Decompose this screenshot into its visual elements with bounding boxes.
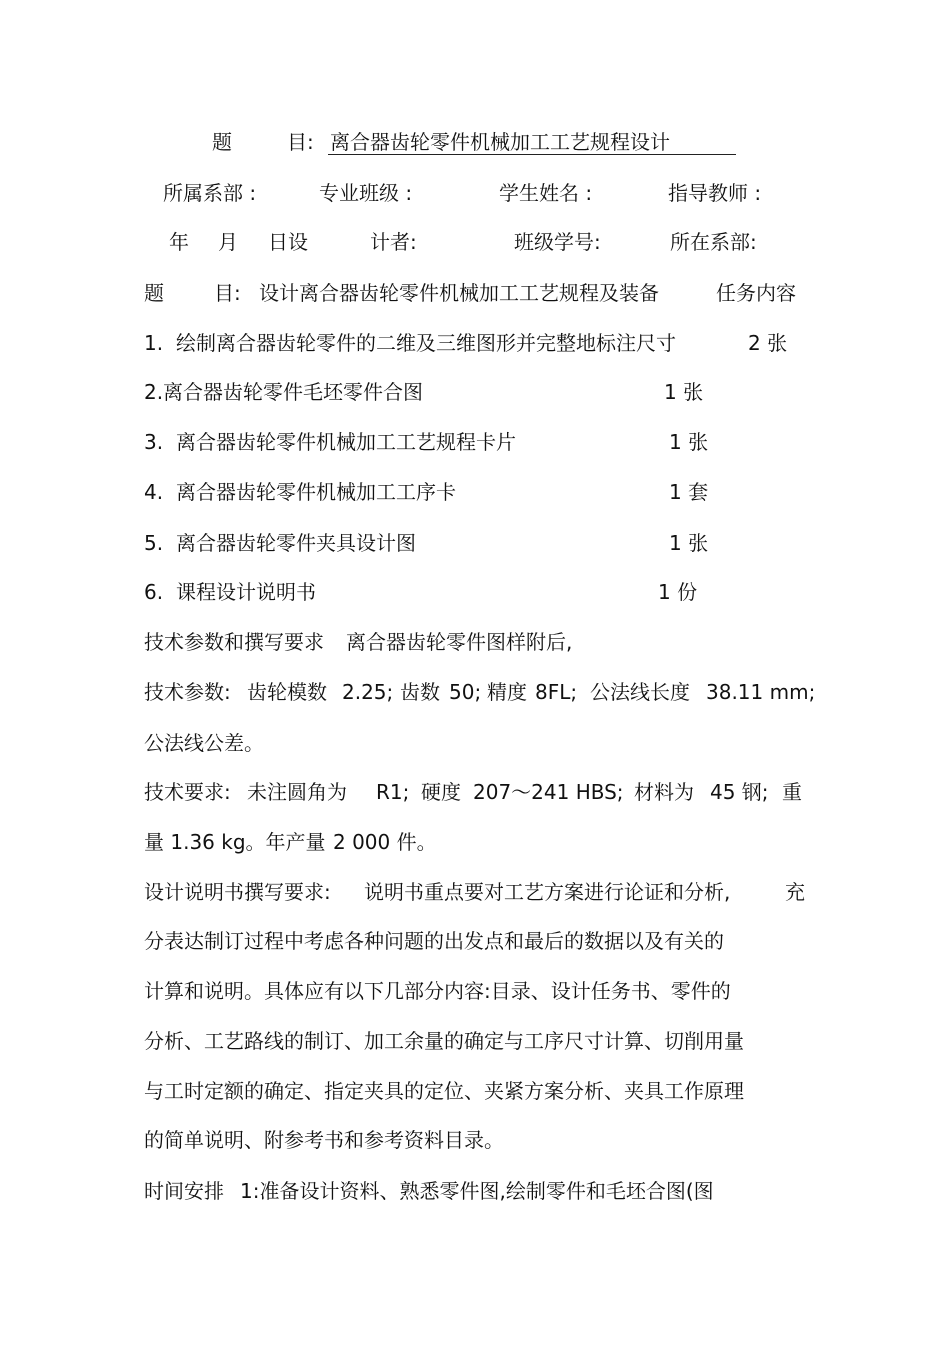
list-item (0, 331, 950, 357)
desc-text: 的简单说明、附参考书和参考资料目录。 (144, 1128, 504, 1152)
dept2-label: 所在系部: (670, 230, 757, 254)
tech-heading-b: 离合器齿轮零件图样附后, (346, 630, 573, 654)
list-item (0, 580, 950, 606)
item-text: 离合器齿轮零件机械加工工序卡 (176, 480, 456, 504)
req-line2-b: 2 000 件。 (333, 830, 437, 854)
params-teeth-val: 50; (449, 680, 482, 704)
req-mat: 材料为 (634, 780, 694, 804)
desc-a: 说明书重点要对工艺方案进行论证和分析, (364, 880, 731, 904)
class-label: 专业班级 : (319, 181, 413, 205)
month-label: 月 (218, 230, 238, 254)
year-label: 年 (169, 230, 189, 254)
params-line-2 (0, 731, 950, 757)
title-label-2: 目: (287, 130, 314, 154)
dept-label: 所属系部 : (163, 181, 257, 205)
schedule-line (0, 1179, 950, 1205)
req-weight: 重 (782, 780, 802, 804)
req-hard-val: 207～241 HBS; (473, 780, 624, 804)
student-label: 学生姓名 : (499, 181, 593, 205)
params-modulus-val: 2.25; (342, 680, 394, 704)
item-qty: 1 份 (658, 580, 698, 604)
params-line (0, 680, 950, 706)
desc-text: 分析、工艺路线的制订、加工余量的确定与工序尺寸计算、切削用量 (144, 1029, 744, 1053)
item-number: 4. (144, 480, 164, 504)
task-label-1: 题 (144, 281, 164, 305)
desc-line-5 (0, 1079, 950, 1105)
desc-line-6 (0, 1128, 950, 1154)
designer-label: 计者: (370, 230, 417, 254)
task-label-2: 目: (214, 281, 241, 305)
item-qty: 1 张 (664, 380, 704, 404)
item-qty: 1 套 (669, 480, 709, 504)
item-number: 6. (144, 580, 164, 604)
title-underline (328, 154, 736, 155)
task-content-label: 任务内容 (716, 281, 796, 305)
params-teeth: 齿数 (400, 680, 440, 704)
params-tolerance: 公法线公差。 (144, 731, 264, 755)
time-label: 时间安排 (144, 1179, 224, 1203)
desc-b: 充 (785, 880, 805, 904)
params-precision-val: 8FL; (535, 680, 578, 704)
desc-line-4 (0, 1029, 950, 1055)
params-length: 公法线长度 (590, 680, 690, 704)
item-text: 离合器齿轮零件夹具设计图 (176, 531, 416, 555)
list-item (0, 480, 950, 506)
item-text: 离合器齿轮零件机械加工工艺规程卡片 (176, 430, 516, 454)
params-length-val: 38.11 mm; (706, 680, 816, 704)
desc-label: 设计说明书撰写要求: (144, 880, 331, 904)
req-mat-val: 45 钢; (710, 780, 769, 804)
params-modulus: 齿轮模数 (247, 680, 327, 704)
document-title: 离合器齿轮零件机械加工工艺规程设计 (330, 130, 670, 154)
task-value: 设计离合器齿轮零件机械加工工艺规程及装备 (259, 281, 659, 305)
title-label-1: 题 (212, 130, 232, 154)
item-qty: 1 张 (669, 531, 709, 555)
date-line (0, 230, 950, 256)
item-number: 2. (144, 380, 164, 404)
req-hard: 硬度 (421, 780, 461, 804)
list-item (0, 380, 950, 406)
desc-text: 与工时定额的确定、指定夹具的定位、夹紧方案分析、夹具工作原理 (144, 1079, 744, 1103)
task-line (0, 281, 950, 307)
params-precision: 精度 (487, 680, 527, 704)
list-item (0, 531, 950, 557)
desc-text: 分表达制订过程中考虑各种问题的出发点和最后的数据以及有关的 (144, 929, 724, 953)
item-qty: 2 张 (748, 331, 788, 355)
item-number: 5. (144, 531, 164, 555)
desc-line-3 (0, 979, 950, 1005)
time-text: 1:准备设计资料、熟悉零件图,绘制零件和毛坯合图(图 (240, 1179, 714, 1203)
req-fillet: 未注圆角为 (247, 780, 347, 804)
item-number: 1. (144, 331, 164, 355)
req-line (0, 780, 950, 806)
desc-text: 计算和说明。具体应有以下几部分内容:目录、设计任务书、零件的 (144, 979, 731, 1003)
title-line (0, 130, 950, 156)
class-no-label: 班级学号: (514, 230, 601, 254)
item-text: 离合器齿轮零件毛坯零件合图 (163, 380, 423, 404)
req-line2-a: 量 1.36 kg。年产量 (144, 830, 326, 854)
item-qty: 1 张 (669, 430, 709, 454)
req-label: 技术要求: (144, 780, 231, 804)
info-line (0, 181, 950, 207)
item-text: 课程设计说明书 (176, 580, 316, 604)
day-label: 日设 (268, 230, 308, 254)
req-fillet-val: R1; (376, 780, 410, 804)
teacher-label: 指导教师 : (668, 181, 762, 205)
list-item (0, 430, 950, 456)
desc-line-2 (0, 929, 950, 955)
tech-heading (0, 630, 950, 656)
tech-heading-a: 技术参数和撰写要求 (144, 630, 324, 654)
desc-line-1 (0, 880, 950, 906)
item-number: 3. (144, 430, 164, 454)
item-text: 绘制离合器齿轮零件的二维及三维图形并完整地标注尺寸 (176, 331, 676, 355)
req-line-2 (0, 830, 950, 856)
params-label: 技术参数: (144, 680, 231, 704)
